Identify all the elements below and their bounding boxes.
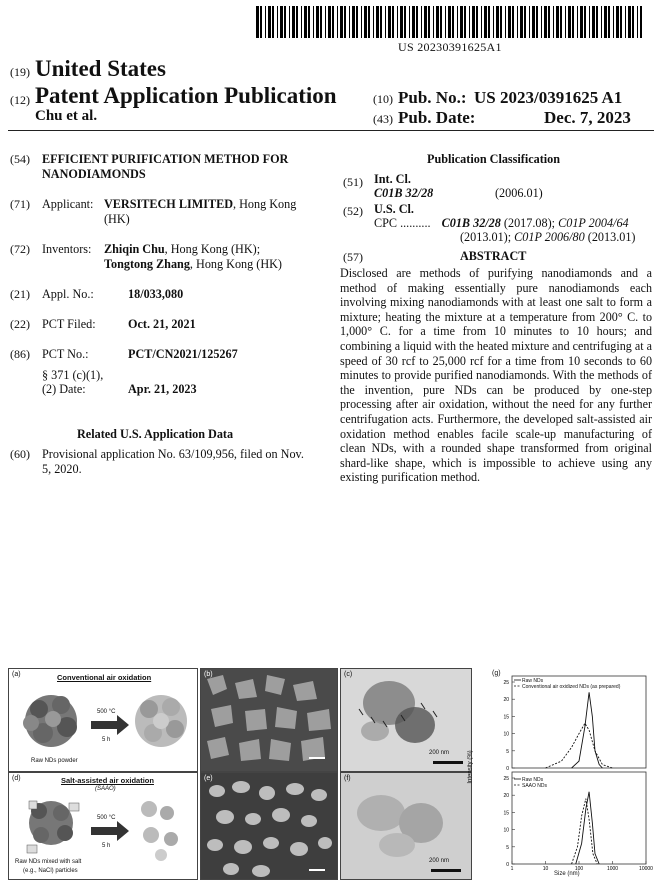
y-tick-label: 25: [503, 680, 509, 686]
applicant-line-1: [104, 197, 296, 213]
y-tick-label: 20: [503, 697, 509, 704]
pct-filed-value: Oct. 21, 2021: [128, 317, 196, 331]
saao-nds-icon: [141, 801, 178, 861]
applicant-location: , Hong Kong: [233, 197, 297, 211]
code-10: (10): [373, 92, 393, 106]
panel-f-label: (f): [344, 775, 351, 782]
code-54: (54): [10, 152, 30, 166]
pct-filed-label: PCT Filed:: [42, 317, 96, 331]
applicant-name: VERSITECH LIMITED: [104, 197, 234, 211]
cpc-class-3: C01P 2006/80: [514, 230, 585, 244]
related-heading: Related U.S. Application Data: [77, 427, 234, 441]
pub-date-label: Pub. Date:: [398, 108, 476, 127]
panel-c-label: (c): [344, 671, 353, 678]
code-71: (71): [10, 197, 30, 211]
y-tick-label: 10: [503, 731, 509, 738]
int-cl-label: Int. Cl.: [374, 172, 411, 186]
y-tick-label: 25: [503, 776, 509, 782]
x-axis-label: Size (nm): [554, 871, 580, 877]
abstract-heading: ABSTRACT: [460, 249, 527, 263]
y-axis-label: Intensity (%): [467, 750, 474, 784]
heating-arrow-icon: [91, 715, 129, 735]
panel-g-label: (g): [492, 670, 501, 677]
oxidized-nds-cluster-icon: [135, 695, 187, 747]
pct-no-label: PCT No.:: [42, 347, 89, 361]
appl-no-label: Appl. No.:: [42, 287, 94, 301]
y-tick-label: 15: [503, 714, 509, 721]
y-tick-label: 0: [506, 862, 509, 868]
provisional-line-2: 5, 2020.: [42, 462, 82, 476]
panel-c: [340, 668, 472, 772]
panel-a-title: Conventional air oxidation: [57, 673, 152, 682]
panel-f-scale: 200 nm: [429, 858, 450, 864]
code-22: (22): [10, 317, 30, 331]
inventor-1-location: , Hong Kong (HK);: [164, 242, 261, 256]
panel-g: [467, 668, 654, 880]
panel-d-caption-2: (e.g., NaCl) particles: [23, 868, 78, 874]
panel-c-scale: 200 nm: [429, 750, 450, 756]
inventor-2-name: Tongtong Zhang: [104, 257, 190, 271]
panel-a-time: 5 h: [102, 737, 111, 743]
panel-a: [8, 668, 198, 772]
legend-bottom-raw: Raw NDs: [522, 777, 544, 783]
cpc-year-2: (2013.01);: [460, 230, 515, 244]
code-52: (52): [343, 204, 363, 218]
panel-a-caption: Raw NDs powder: [31, 758, 78, 764]
int-cl-class: C01B 32/28: [374, 186, 434, 200]
panel-d-title: Salt-assisted air oxidation: [61, 776, 154, 785]
panel-b: [200, 668, 338, 772]
panel-a-temp: 500 °C: [97, 709, 116, 715]
code-12: (12): [10, 93, 30, 107]
panel-b-sem-image: [201, 669, 337, 771]
inventor-1-name: Zhiqin Chu: [104, 242, 165, 256]
appl-no-value: 18/033,080: [128, 287, 184, 301]
applicant-label: Applicant:: [42, 197, 94, 211]
title-line-2: NANODIAMONDS: [42, 167, 146, 181]
code-51: (51): [343, 175, 363, 189]
x-tick-label: 10000: [639, 866, 653, 872]
panel-a-diagram: [9, 669, 197, 771]
x-tick-label: 1: [510, 866, 514, 872]
doc-type-title: Patent Application Publication: [35, 83, 337, 108]
x-tick-label: 10: [542, 866, 549, 872]
s371-date: Apr. 21, 2023: [128, 382, 197, 396]
panel-d-caption-1: Raw NDs mixed with salt: [15, 859, 82, 865]
series-line-1-1: [572, 692, 603, 768]
panel-c-tem-image: [341, 669, 471, 771]
inventors-label: Inventors:: [42, 242, 92, 256]
title-line-1: EFFICIENT PURIFICATION METHOD FOR: [42, 152, 289, 166]
salt-mixed-nds-icon: [27, 801, 79, 853]
code-43: (43): [373, 112, 393, 126]
heating-arrow-icon-2: [91, 821, 129, 841]
applicant-location-2: (HK): [104, 212, 130, 226]
cpc-class-2: C01P 2004/64: [558, 216, 629, 230]
panel-e-sem-image: [201, 773, 337, 879]
s371-label-1: § 371 (c)(1),: [42, 368, 104, 382]
header-rule: [8, 130, 654, 131]
s371-label-2: (2) Date:: [42, 382, 86, 396]
y-tick-label: 10: [503, 827, 509, 834]
abstract-text: Disclosed are methods of purifying nanodiamonds and a method of making essentially pure nanodiamonds each involving mixing nanodiamonds with at least one salt to form a mixture; heating the mixture at a temperature from 200° C. to 1,000° C. for a time from 10 minutes to 10 hours; and combining a liquid with the heated mixture and centrifuging at a speed of 30 rcf to 25,000 rcf for a time from 10 seconds to 60 minutes to provide purified nanodiamonds. With the methods of the invention, pure NDs can be produced by one-step processing after air oxidation, without the need for any further centrifugation acts. Furthermore, the developed salt-assisted air oxidation method enables facile scale-up manufacturing of clean NDs, with a rounded shape transformed from original shard-like shape, which is impossible to achieve using any existing purification method.: [340, 266, 652, 485]
panel-f-tem-image: [341, 773, 471, 879]
panel-d-time: 5 h: [102, 843, 111, 849]
code-57: (57): [343, 250, 363, 264]
cpc-label: CPC ..........: [374, 216, 431, 230]
inventor-1: [104, 242, 260, 258]
x-tick-label: 100: [574, 866, 584, 872]
panel-f: [340, 772, 472, 880]
pub-date-value: Dec. 7, 2023: [544, 108, 631, 127]
country-title: United States: [35, 56, 166, 81]
figure: [8, 668, 654, 880]
inventor-2: [104, 257, 282, 273]
code-19: (19): [10, 65, 30, 79]
raw-nds-cluster-icon: [23, 695, 77, 747]
provisional-line-1: Provisional application No. 63/109,956, filed on Nov.: [42, 447, 304, 461]
legend-top-conventional: Conventional air oxidized NDs (as prepared): [522, 684, 621, 690]
series-line-2-1: [576, 792, 599, 864]
panel-e-label: (e): [204, 775, 213, 782]
panel-d-subtitle: (SAAO): [95, 786, 116, 792]
panel-d-temp: 500 °C: [97, 815, 116, 821]
y-tick-label: 20: [503, 793, 509, 800]
panel-d-label: (d): [12, 775, 21, 782]
code-60: (60): [10, 447, 30, 461]
dls-chart: [474, 668, 654, 880]
code-86: (86): [10, 347, 30, 361]
panel-d: [8, 772, 198, 880]
y-tick-label: 5: [506, 748, 509, 755]
inventor-2-location: , Hong Kong (HK): [189, 257, 282, 271]
pct-no-value: PCT/CN2021/125267: [128, 347, 238, 361]
barcode-number: US 20230391625A1: [398, 40, 502, 54]
panel-a-label: (a): [12, 671, 21, 678]
y-tick-label: 5: [506, 844, 509, 851]
legend-top-raw: Raw NDs: [522, 678, 544, 684]
pub-no-label: Pub. No.:: [398, 88, 467, 107]
cpc-year-1: (2017.08);: [500, 216, 559, 230]
int-cl-year: (2006.01): [495, 186, 543, 200]
x-tick-label: 1000: [606, 866, 619, 872]
cpc-line-2: [460, 230, 636, 246]
authors: Chu et al.: [35, 108, 98, 124]
pub-no-value: US 2023/0391625 A1: [474, 88, 623, 107]
cpc-year-3: (2013.01): [584, 230, 636, 244]
code-21: (21): [10, 287, 30, 301]
pub-class-heading: Publication Classification: [427, 152, 561, 166]
y-tick-label: 15: [503, 810, 509, 817]
code-72: (72): [10, 242, 30, 256]
y-tick-label: 0: [506, 766, 509, 772]
panel-b-label: (b): [204, 671, 213, 678]
cpc-class-1: C01B 32/28: [441, 216, 501, 230]
panel-e: [200, 772, 338, 880]
legend-bottom-saao: SAAO NDs: [522, 783, 548, 789]
us-cl-label: U.S. Cl.: [374, 202, 414, 216]
barcode: [256, 6, 642, 38]
